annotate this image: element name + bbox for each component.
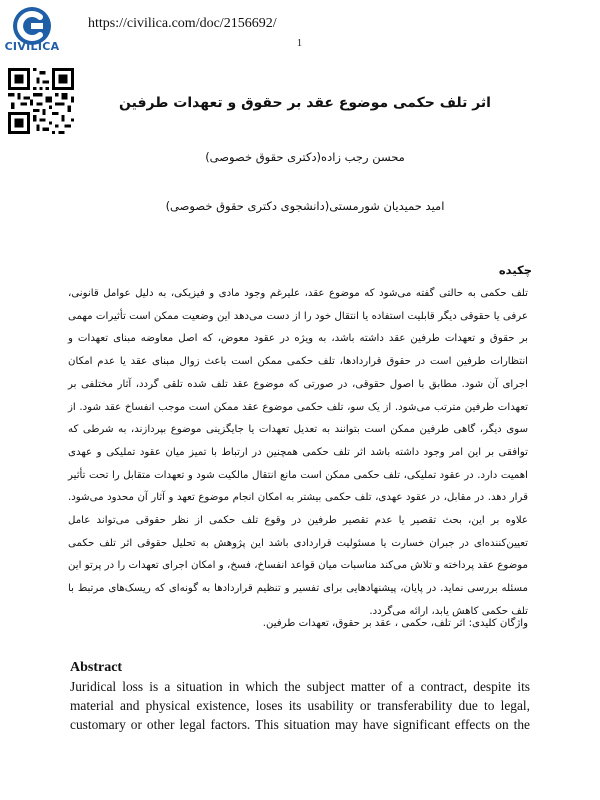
document-url[interactable]: https://civilica.com/doc/2156692/ bbox=[88, 16, 277, 31]
logo-bar bbox=[31, 23, 43, 29]
abstract-body-en: Juridical loss is a situation in which the subject matter of a contract, despite its material and physical existence, loses its usability or transferability due to legal, customary or other legal factors. This situation may have significant effects on the bbox=[70, 679, 530, 732]
abstract-heading-fa: چکیده bbox=[498, 263, 532, 277]
paper-title: اثر تلف حکمی موضوع عقد بر حقوق و تعهدات طرفین bbox=[119, 95, 491, 111]
abstract-heading-en: Abstract bbox=[70, 660, 123, 675]
keywords-fa: واژگان کلیدی: اثر تلف، حکمی ، عقد بر حقوق، تعهدات طرفین. bbox=[262, 618, 528, 629]
author-name-2: امید حمیدیان شورمستی(دانشجوی دکتری حقوق خصوصی) bbox=[165, 199, 445, 213]
page-number: 1 bbox=[297, 38, 302, 49]
author-name-1: محسن رجب زاده(دکتری حقوق خصوصی) bbox=[205, 150, 405, 164]
abstract-body-fa: تلف حکمی به حالتی گفته می‌شود که موضوع عقد، علیرغم وجود مادی و فیزیکی، به دلیل عوامل قانونی، عرفی یا حقوقی دیگر قابلیت استفاده یا انتقال خود را از دست می‌دهد این وضعیت ممکن است تأثیرات مهمی بر حقوق و تعهدات طرفین عقد داشته باشد، به ویژه در عقود معوض، که اصل معاوضه مبنای تعهدات و انتظارات طرفین است در حقوق قراردادها، تلف حکمی ممکن است باعث زوال مبنای عقد یا عدم امکان اجرای آن شود. مطابق با اصول حقوقی، در صورتی که موضوع عقد تلف شده تلقی گردد، آثار مختلفی بر تعهدات طرفین مترتب می‌شود. از یک سو، تلف حکمی موضوع عقد ممکن است موجب انفساخ عقد شود. از سوی دیگر، گاهی طرفین ممکن است بتوانند به تعدیل تعهدات یا جایگزینی موضوع بپردازند، به شرطی که توافقی بر این امر وجود داشته باشد اثر تلف حکمی همچنین در ارتباط با تمیز میان عقود تملیکی و عهدی اهمیت دارد. در عقود تملیکی، تلف حکمی ممکن است مانع انتقال مالکیت شود و تعهدات متقابل را تحت تأثیر قرار دهد. در مقابل، در عقود عهدی، تلف حکمی بیشتر به امکان انجام موضوع تعهد و آثار آن محدود می‌شود. علاوه بر این، بحث تقصیر یا عدم تقصیر طرفین در وقوع تلف حکمی از نظر حقوقی می‌تواند عامل تعیین‌کننده‌ای در جبران خسارت یا مسئولیت قراردادی باشد این پژوهش به تحلیل حقوقی اثر تلف حکمی موضوع عقد پرداخته و تلاش می‌کند مناسبات میان قواعد انفساخ، فسخ، و امکان اجرای تعهدات را در پرتو این مسئله بررسی نماید. در پایان، پیشنهادهایی برای تفسیر و تنظیم قراردادها به گونه‌ای که ریسک‌های مرتبط با تلف حکمی کاهش یابد، ارائه می‌گردد. bbox=[68, 288, 528, 617]
logo-text: CIVILICA bbox=[4, 40, 60, 53]
qr-code-icon bbox=[8, 68, 74, 134]
